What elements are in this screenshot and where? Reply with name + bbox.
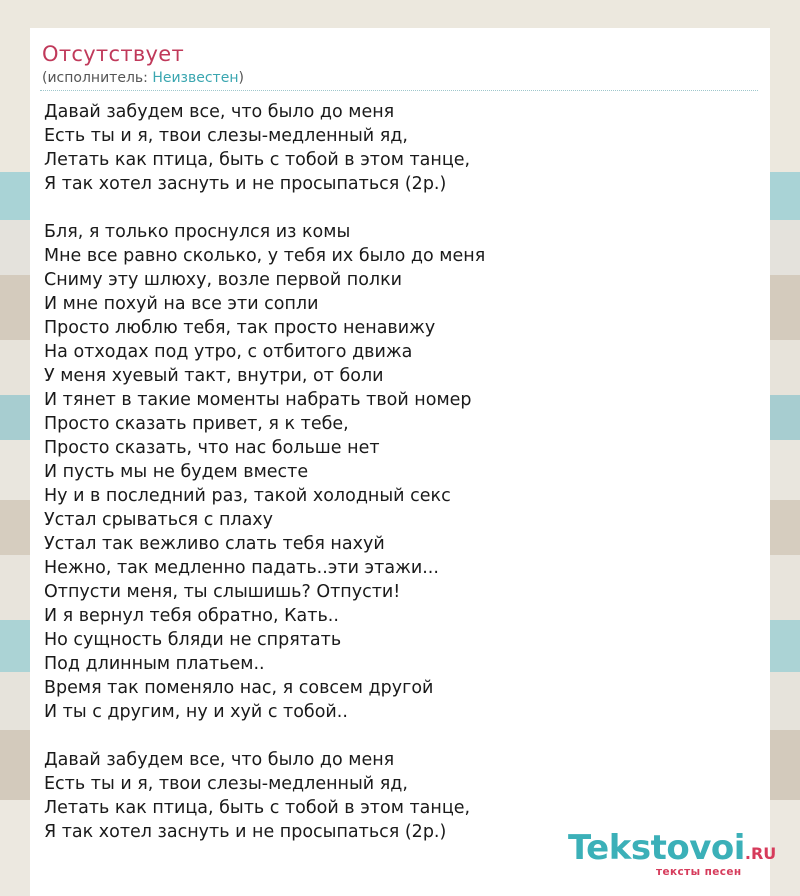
lyric-line: Я так хотел заснуть и не просыпаться (2р.) [44,822,447,842]
lyric-line: И тянет в такие моменты набрать твой номер [44,390,472,410]
lyric-line: Ну и в последний раз, такой холодный секс [44,486,451,506]
lyric-line: И пусть мы не будем вместе [44,462,309,482]
stanza-break [44,196,764,220]
lyric-line: Устал так вежливо слать тебя нахуй [44,534,385,554]
logo-name: Tekstovoi [568,828,745,868]
site-logo [568,828,778,888]
lyric-line: Время так поменяло нас, я совсем другой [44,678,434,698]
lyric-line: Сниму эту шлюху, возле первой полки [44,270,403,290]
artist-prefix: (исполнитель: [42,70,153,86]
lyric-line: Летать как птица, быть с тобой в этом танце, [44,798,471,818]
lyric-line: Бля, я только проснулся из комы [44,222,351,242]
title-divider [40,90,758,91]
lyric-line: Под длинным платьем.. [44,654,265,674]
lyric-line: Летать как птица, быть с тобой в этом танце, [44,150,471,170]
logo-tagline: тексты песен [656,866,742,878]
lyric-line: И ты с другим, ну и хуй с тобой.. [44,702,348,722]
lyrics-text [44,100,764,844]
lyric-line: Есть ты и я, твои слезы-медленный яд, [44,774,408,794]
lyric-line: Но сущность бляди не спрятать [44,630,342,650]
artist-line [42,70,244,86]
lyric-line: Давай забудем все, что было до меня [44,750,395,770]
lyric-line: У меня хуевый такт, внутри, от боли [44,366,384,386]
artist-suffix: ) [238,70,244,86]
lyric-line: Давай забудем все, что было до меня [44,102,395,122]
lyric-line: Отпусти меня, ты слышишь? Отпусти! [44,582,401,602]
lyric-line: Нежно, так медленно падать..эти этажи... [44,558,439,578]
lyric-line: Просто люблю тебя, так просто ненавижу [44,318,436,338]
lyric-line: Просто сказать, что нас больше нет [44,438,380,458]
lyrics-card [30,28,770,896]
artist-link[interactable]: Неизвестен [152,70,239,86]
lyric-line: И я вернул тебя обратно, Кать.. [44,606,339,626]
lyric-line: На отходах под утро, с отбитого движа [44,342,413,362]
lyric-line: Есть ты и я, твои слезы-медленный яд, [44,126,408,146]
lyric-line: Просто сказать привет, я к тебе, [44,414,349,434]
stanza-break [44,724,764,748]
lyric-line: Устал срываться с плаху [44,510,274,530]
logo-wordmark [568,828,776,868]
logo-domain: .RU [744,844,777,863]
song-title: Отсутствует [42,42,185,66]
lyric-line: И мне похуй на все эти сопли [44,294,319,314]
lyric-line: Мне все равно сколько, у тебя их было до меня [44,246,486,266]
lyric-line: Я так хотел заснуть и не просыпаться (2р.) [44,174,447,194]
